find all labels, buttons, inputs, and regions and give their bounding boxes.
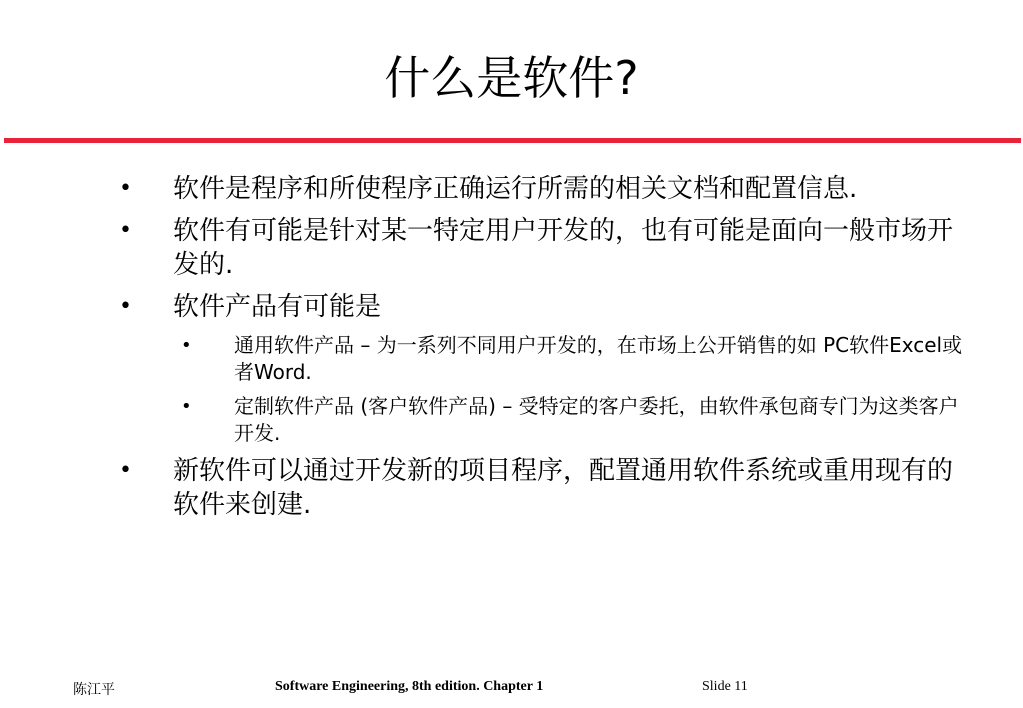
bullet-marker: • xyxy=(119,458,132,483)
title-divider xyxy=(4,138,1021,143)
sub-bullet-marker: • xyxy=(181,335,192,356)
bullet-text: 软件有可能是针对某一特定用户开发的，也有可能是面向一般市场开发的. xyxy=(173,216,954,280)
bullet-item xyxy=(0,290,968,324)
bullet-text: 软件是程序和所使程序正确运行所需的相关文档和配置信息. xyxy=(173,174,858,204)
bullet-item xyxy=(0,172,968,206)
bullet-text: 新软件可以通过开发新的项目程序，配置通用软件系统或重用现有的软件来创建. xyxy=(173,456,954,520)
footer-author: 陈江平 xyxy=(73,682,115,698)
sub-bullet-marker: • xyxy=(181,396,192,417)
bullet-marker: • xyxy=(119,218,132,243)
sub-bullet-text: 定制软件产品 (客户软件产品) – 受特定的客户委托，由软件承包商专门为这类客户开发. xyxy=(234,394,959,445)
sub-bullet-item xyxy=(0,332,974,386)
bullet-item xyxy=(0,214,968,282)
bullet-item xyxy=(0,454,968,522)
bullet-marker: • xyxy=(119,294,132,319)
slide-content xyxy=(0,172,1023,530)
footer-course: Software Engineering, 8th edition. Chapter 1 xyxy=(275,679,544,694)
sub-bullet-item xyxy=(0,393,974,447)
footer-slide-number: Slide 11 xyxy=(702,679,748,694)
bullet-text: 软件产品有可能是 xyxy=(173,292,382,322)
sub-bullet-text: 通用软件产品 – 为一系列不同用户开发的，在市场上公开销售的如 PC软件Excel或者Word. xyxy=(234,333,963,384)
slide-title: 什么是软件? xyxy=(384,51,639,105)
bullet-marker: • xyxy=(119,176,132,201)
